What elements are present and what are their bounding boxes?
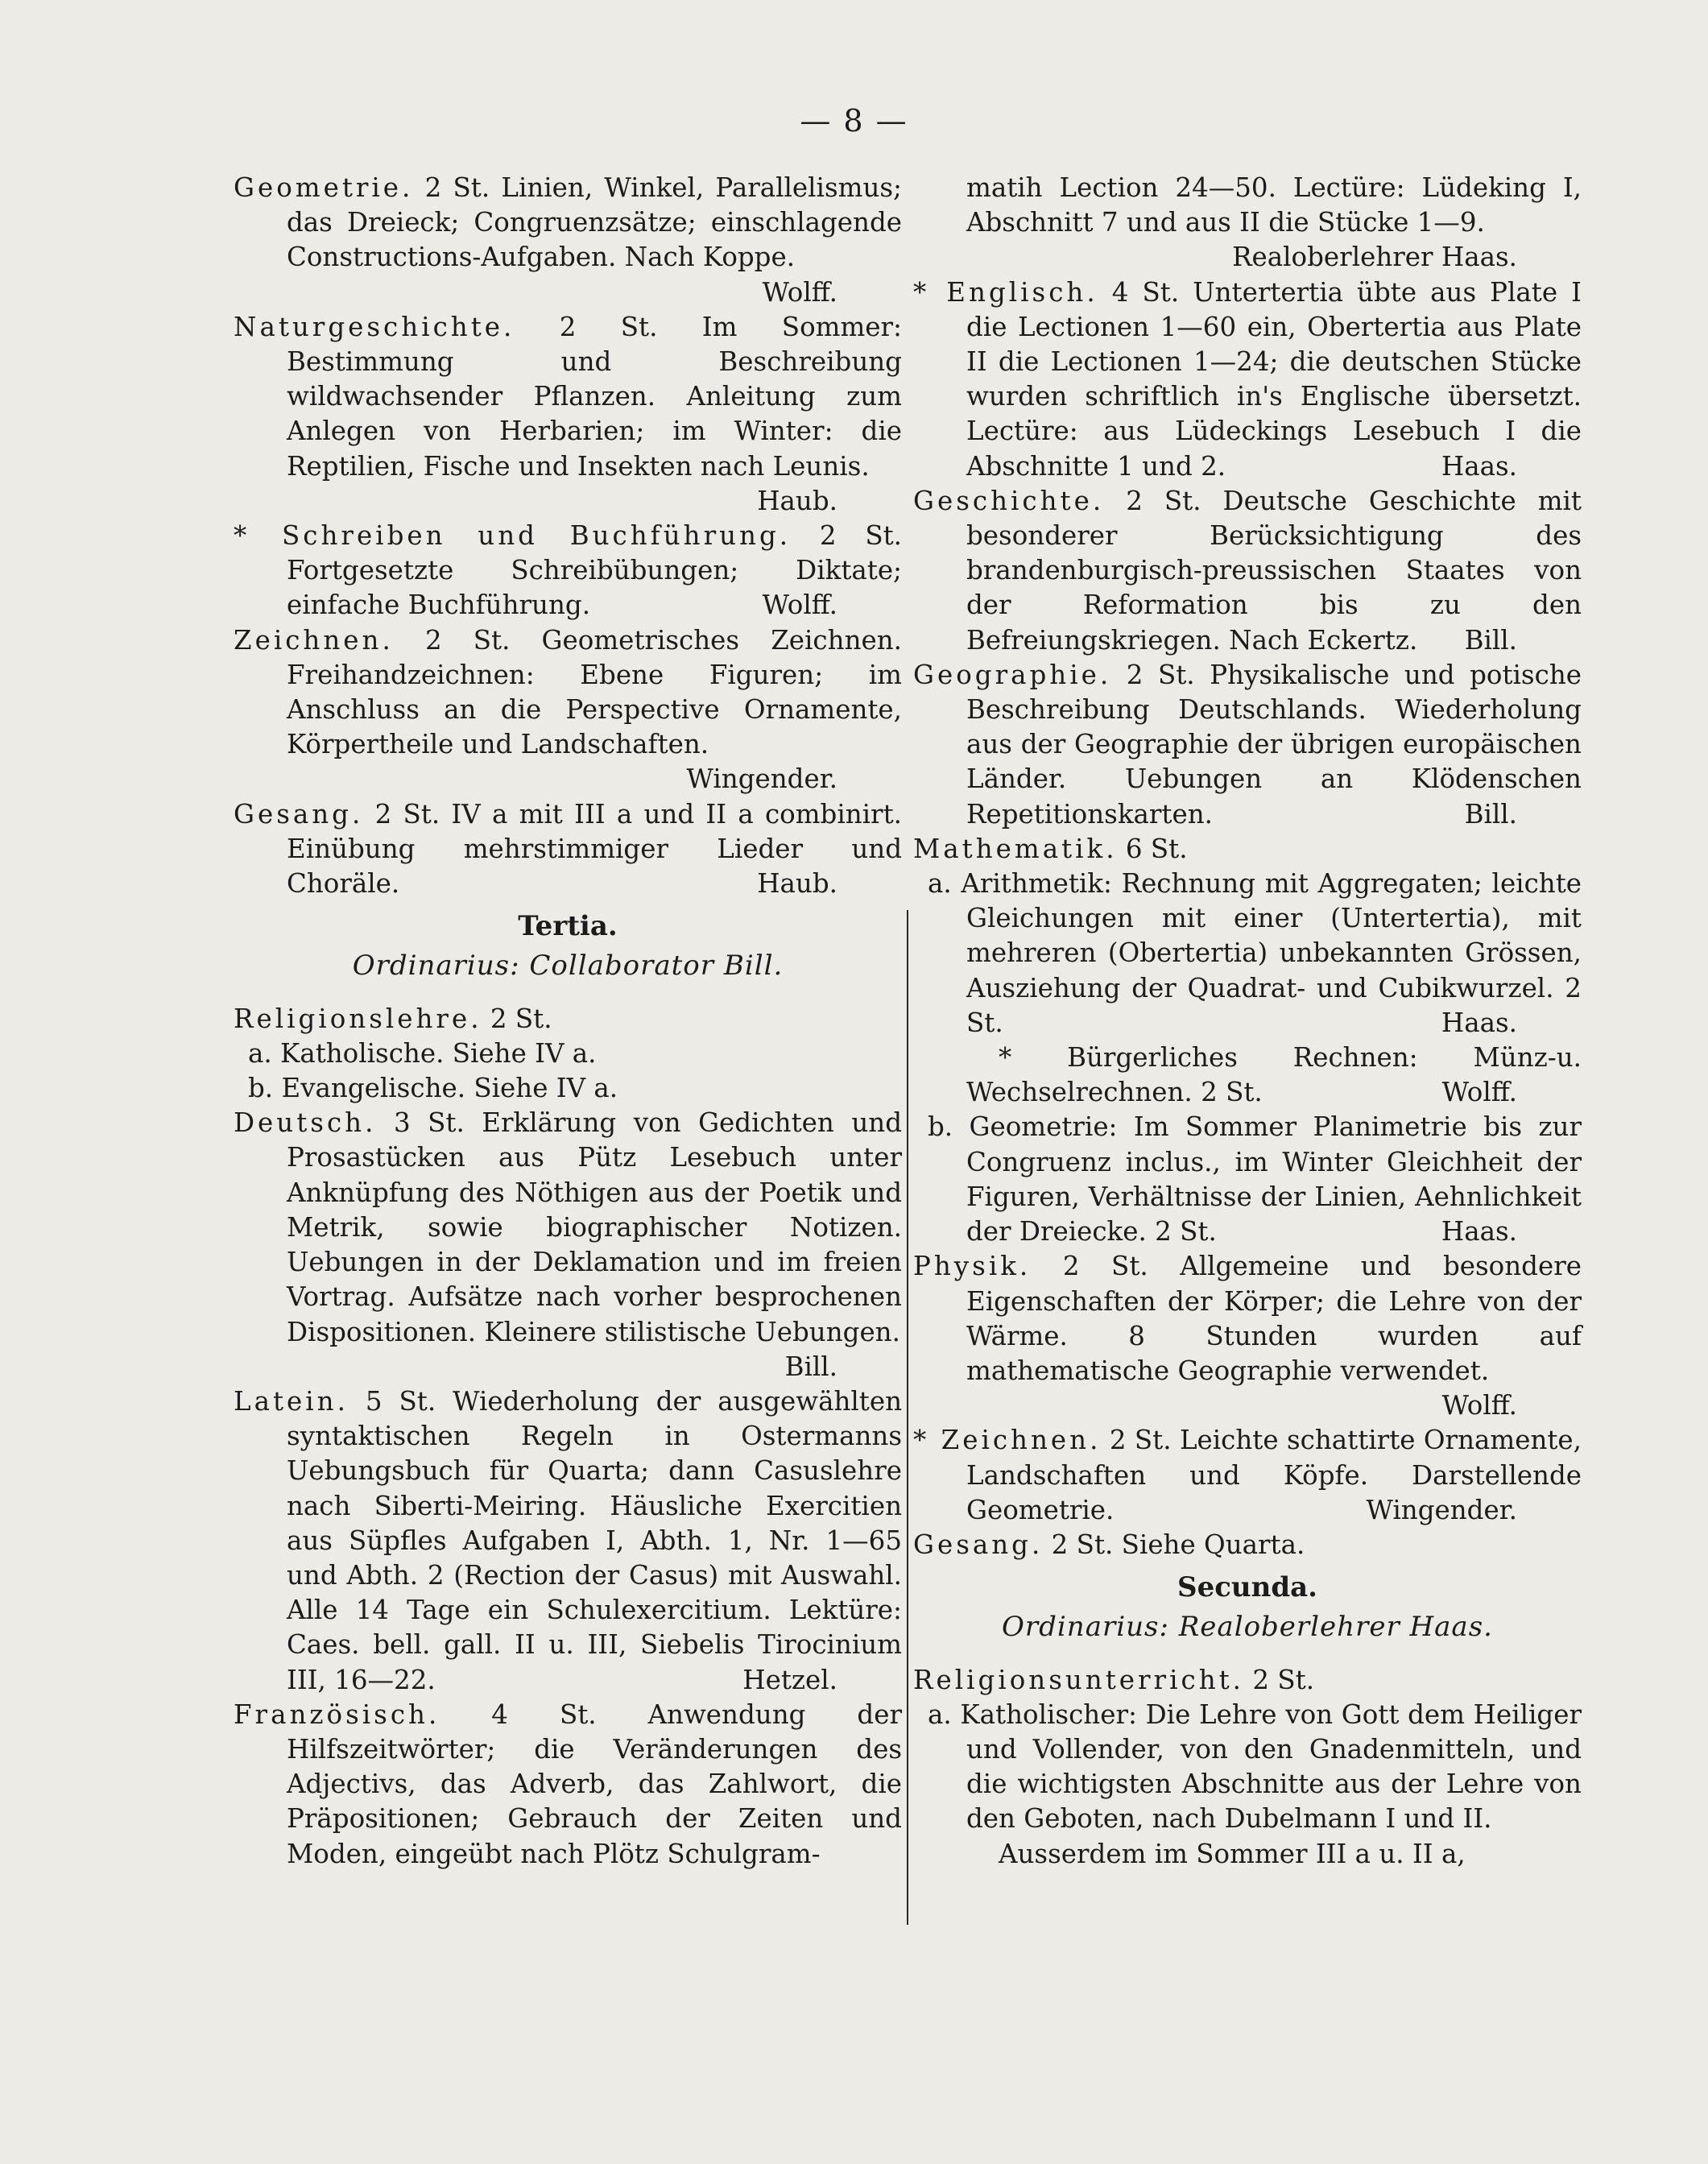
subject-title: Gesang. [913,1529,1044,1560]
subject-title: Geographie. [913,659,1112,690]
subject-title: Zeichnen. [234,624,394,656]
entry-zeichnen [913,1423,1582,1528]
subject-title: Religionslehre. [234,1003,482,1034]
entry-mathematik [913,832,1582,867]
teacher-name: Wingender. [1366,1494,1517,1525]
subject-title: Geometrie. [234,172,414,203]
column-divider [907,910,908,1925]
sub-entry-text: a. Arithmetik: Rechnung mit Aggregaten; leichte Gleichungen mit einer (Untertertia), mit mehreren (Obertertia) unbekannten Grössen, Ausziehung der Quadrat- und Cubikwurzel. 2 St. [928,868,1582,1038]
subject-title: * Englisch. [913,276,1098,308]
entry-franz-continued [913,171,1582,273]
subject-title: Physik. [913,1251,1032,1282]
sub-entry-a: a. Katholischer: Die Lehre von Gott dem Heiliger und Vollender, von den Gnadenmitteln, und die wichtigsten Abschnitte aus der Lehre von den Geboten, nach Dubelmann I und II. [928,1699,1582,1835]
subject-title: Religionsunterricht. [913,1664,1245,1695]
entry-zeichnen [234,623,902,797]
entry-text: 2 St. Fortgesetzte Schreibübungen; Diktate; einfache Buchführung. [287,520,902,621]
section-heading-secunda: Secunda. [1177,1571,1317,1604]
teacher-name: Bill. [1464,624,1517,656]
entry-englisch [913,275,1582,484]
ordinarius-secunda: Ordinarius: Realoberlehrer Haas. [1002,1611,1493,1644]
sub-entry-text: * Bürgerliches Rechnen: Münz-u. Wechselrechnen. 2 St. [966,1042,1582,1108]
entry-religion [913,1663,1582,1698]
entry-gesang [234,797,902,902]
teacher-name: Wolff. [1441,1077,1517,1108]
teacher-name: Haub. [757,485,837,516]
subject-title: * Schreiben und Buchführung. [234,520,792,552]
entry-text: 2 St. Allgemeine und besondere Eigenschaften der Körper; die Lehre von der Wärme. 8 Stunden wurden auf mathematische Geographie verwendet. [966,1251,1582,1386]
teacher-name: Wolff. [762,590,837,621]
entry-latein [234,1384,902,1698]
subject-title: Naturgeschichte. [234,311,515,342]
subject-title: Mathematik. [913,833,1118,864]
entry-text: 4 St. Untertertia übte aus Plate I die Lectionen 1—60 ein, Obertertia aus Plate II die Lectionen 1—24; die deutschen Stücke wurden schriftlich in's Englische übersetzt. Lectüre: aus Lüdeckings Lesebuch I die Abschnitte 1 und 2. [966,276,1582,482]
entry-text: 6 St. [1125,833,1188,864]
sub-entry-extra [913,1041,1582,1110]
entry-text: 2 St. Physikalische und potische Beschreibung Deutschlands. Wiederholung aus der Geographie der übrigen europäischen Länder. Uebungen an Klödenschen Repetitionskarten. [966,659,1582,830]
entry-geschichte [913,484,1582,658]
subject-title: Geschichte. [913,485,1105,516]
entry-physik [913,1249,1582,1423]
entry-geometrie [234,171,902,308]
teacher-name: Haas. [1441,450,1517,482]
subject-title: Deutsch. [234,1107,377,1139]
entry-text: 2 St. IV a mit III a und II a combinirt. Einübung mehrstimmiger Lieder und Choräle. [287,798,902,900]
entry-text: matih Lection 24—50. Lectüre: Lüdeking I, Abschnitt 7 und aus II die Stücke 1—9. [966,172,1582,238]
teacher-name: Haub. [757,868,837,900]
sub-entry-text: b. Geometrie: Im Sommer Planimetrie bis zur Congruenz inclus., im Winter Gleichheit der Figuren, Verhältnisse der Linien, Aehnlichkeit der Dreiecke. 2 St. [928,1111,1582,1248]
page-number: — 8 — [800,103,908,139]
sub-entry-a [913,867,1582,1041]
entry-text: 2 St. [1252,1664,1315,1695]
sub-entry-b: b. Evangelische. Siehe IV a. [248,1073,618,1104]
entry-religion [234,1002,902,1036]
subject-title: Latein. [234,1385,349,1417]
entry-geographie [913,658,1582,832]
right-column [913,171,1582,1872]
subject-title: Französisch. [234,1699,440,1730]
teacher-name: Haas. [1441,1216,1517,1248]
entry-text: 4 St. Anwendung der Hilfszeitwörter; die Veränderungen des Adjectivs, das Adverb, das Zahlwort, die Präpositionen; Gebrauch der Zeiten und Moden, eingeübt nach Plötz Schulgram- [287,1699,902,1869]
entry-text: 2 St. Deutsche Geschichte mit besonderer Berücksichtigung des brandenburgisch-preussischen Staates von der Reformation bis zu den Befreiungskriegen. Nach Eckertz. [966,485,1582,656]
teacher-name: Bill. [784,1351,837,1382]
teacher-name: Haas. [1441,1007,1517,1038]
subject-title: Gesang. [234,798,364,830]
sub-entry-extra: Ausserdem im Sommer III a u. II a, [999,1838,1466,1869]
teacher-name: Wolff. [1441,1390,1517,1421]
entry-schreiben [234,519,902,623]
teacher-name: Wolff. [762,276,837,308]
entry-text: 2 St. Linien, Winkel, Parallelismus; das Dreieck; Congruenzsätze; einschlagende Constructions-Aufgaben. Nach Koppe. [287,172,902,273]
entry-text: 5 St. Wiederholung der ausgewählten syntaktischen Regeln in Ostermanns Uebungsbuch für Quarta; dann Casuslehre nach Siberti-Meiring. Häusliche Exercitien aus Süpfles Aufgaben I, Abth. 1, Nr. 1—65 und Abth. 2 (Rection der Casus) mit Auswahl. Alle 14 Tage ein Schulexercitium. Lektüre: Caes. bell. gall. II u. III, Siebelis Tirocinium III, 16—22. [287,1385,902,1695]
entry-text: 3 St. Erklärung von Gedichten und Prosastücken aus Pütz Lesebuch unter Anknüpfung des Nöthigen aus der Poetik und Metrik, sowie biographischer Notizen. Uebungen in der Deklamation und im freien Vortrag. Aufsätze nach vorher besprochenen Dispositionen. Kleinere stilistische Uebungen. [287,1107,902,1347]
sub-entry-a: a. Katholische. Siehe IV a. [248,1037,597,1069]
entry-gesang [913,1528,1582,1562]
entry-naturgeschichte [234,310,902,516]
teacher-name: Hetzel. [742,1664,837,1695]
entry-deutsch [234,1106,902,1382]
entry-text: 2 St. [490,1003,552,1034]
subject-title: * Zeichnen. [913,1425,1102,1456]
teacher-name: Realoberlehrer Haas. [1232,242,1517,273]
entry-text: 2 St. Leichte schattirte Ornamente, Landschaften und Köpfe. Darstellende Geometrie. [966,1425,1582,1525]
entry-franzoesisch [234,1698,902,1872]
teacher-name: Bill. [1464,798,1517,830]
left-column [234,171,902,1872]
entry-text: 2 St. Siehe Quarta. [1051,1529,1305,1560]
section-heading-tertia: Tertia. [518,910,618,943]
entry-text: 2 St. Im Sommer: Bestimmung und Beschreibung wildwachsender Pflanzen. Anleitung zum Anlegen von Herbarien; im Winter: die Reptilien, Fische und Insekten nach Leunis. [287,311,902,482]
ordinarius-tertia: Ordinarius: Collaborator Bill. [352,950,784,983]
sub-entry-b [913,1110,1582,1249]
teacher-name: Wingender. [686,763,837,795]
entry-text: 2 St. Geometrisches Zeichnen. Freihandzeichnen: Ebene Figuren; im Anschluss an die Perspective Ornamente, Körpertheile und Landschaften. [287,624,902,760]
